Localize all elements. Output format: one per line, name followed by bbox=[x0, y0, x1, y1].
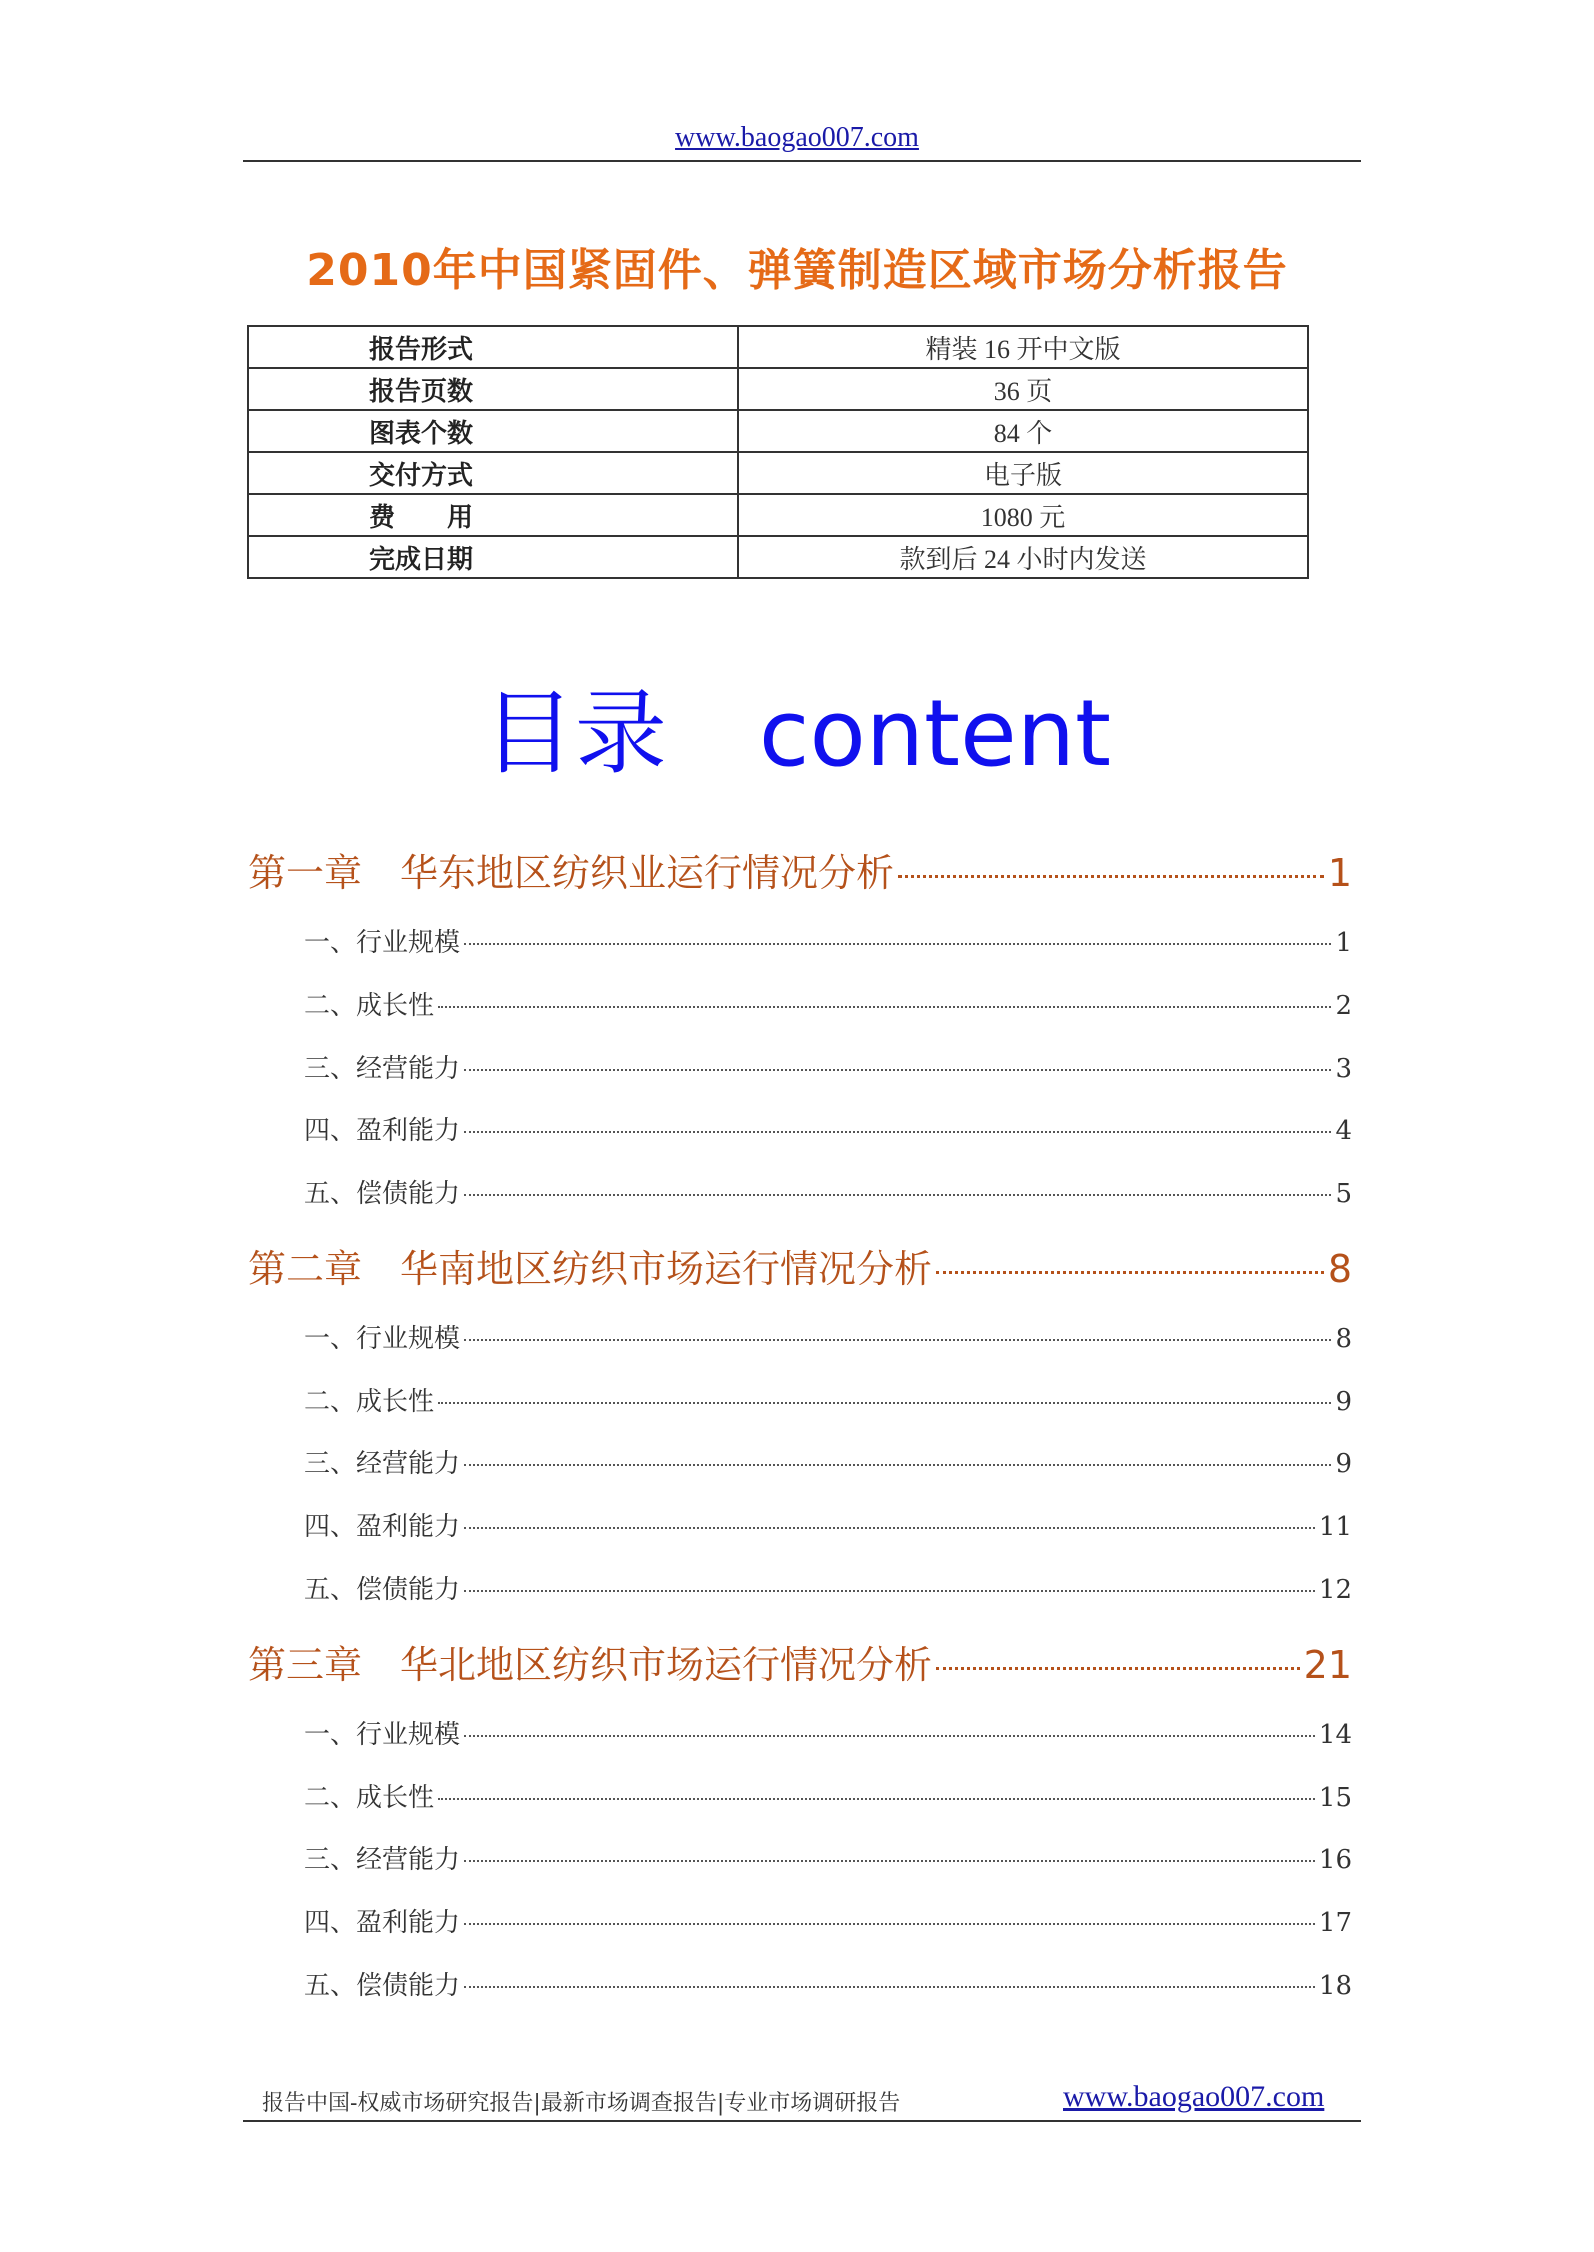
toc-section-label: 四、盈利能力 bbox=[304, 1908, 461, 1938]
info-key: 报告页数 bbox=[248, 368, 738, 410]
toc-chapter[interactable] bbox=[248, 1238, 1352, 1293]
toc-leader bbox=[464, 943, 1331, 945]
header-divider bbox=[243, 160, 1361, 162]
toc-section[interactable] bbox=[304, 985, 1352, 1022]
toc-leader bbox=[936, 1667, 1300, 1670]
info-row bbox=[248, 326, 1308, 368]
toc-section-label: 五、偿债能力 bbox=[304, 1179, 461, 1209]
toc-section-page: 14 bbox=[1318, 1720, 1352, 1750]
toc-leader bbox=[464, 1131, 1331, 1133]
toc-section-label: 二、成长性 bbox=[304, 1783, 435, 1813]
info-row bbox=[248, 536, 1308, 578]
toc-section-label: 四、盈利能力 bbox=[304, 1116, 461, 1146]
toc-section[interactable] bbox=[304, 1839, 1352, 1876]
report-info-table bbox=[247, 325, 1309, 579]
toc-section[interactable] bbox=[304, 1506, 1352, 1543]
info-row bbox=[248, 452, 1308, 494]
toc-section[interactable] bbox=[304, 1443, 1352, 1480]
toc-leader bbox=[464, 1069, 1331, 1071]
toc-chapter-page: 8 bbox=[1327, 1247, 1352, 1291]
toc-section[interactable] bbox=[304, 1318, 1352, 1355]
toc-section-page: 4 bbox=[1335, 1116, 1352, 1146]
toc-leader bbox=[438, 1798, 1315, 1800]
info-value: 款到后 24 小时内发送 bbox=[738, 536, 1308, 578]
toc-section-label: 二、成长性 bbox=[304, 1387, 435, 1417]
toc-chapter-label: 第二章 华南地区纺织市场运行情况分析 bbox=[248, 1247, 933, 1291]
toc-leader bbox=[464, 1527, 1315, 1529]
toc-leader bbox=[464, 1339, 1331, 1341]
toc-section[interactable] bbox=[304, 1965, 1352, 2002]
info-row bbox=[248, 368, 1308, 410]
toc-chapter[interactable] bbox=[248, 842, 1352, 897]
toc-leader bbox=[438, 1402, 1331, 1404]
toc-chapter-page: 21 bbox=[1303, 1643, 1352, 1687]
toc-section[interactable] bbox=[304, 1173, 1352, 1210]
info-value: 1080 元 bbox=[738, 494, 1308, 536]
toc-heading: 目录 content bbox=[482, 680, 1112, 787]
info-key: 交付方式 bbox=[248, 452, 738, 494]
toc-section-label: 一、行业规模 bbox=[304, 1324, 461, 1354]
toc-section-page: 17 bbox=[1318, 1908, 1352, 1938]
toc-section[interactable] bbox=[304, 1569, 1352, 1606]
toc-chapter-label: 第一章 华东地区纺织业运行情况分析 bbox=[248, 851, 895, 895]
toc-leader bbox=[438, 1006, 1331, 1008]
toc-section-page: 3 bbox=[1335, 1054, 1352, 1084]
toc-section[interactable] bbox=[304, 1777, 1352, 1814]
toc-leader bbox=[464, 1590, 1315, 1592]
toc-section-page: 15 bbox=[1318, 1783, 1352, 1813]
toc-section-label: 二、成长性 bbox=[304, 991, 435, 1021]
header-site-link[interactable]: www.baogao007.com bbox=[675, 122, 919, 153]
report-title: 2010年中国紧固件、弹簧制造区域市场分析报告 bbox=[306, 245, 1288, 296]
info-value: 电子版 bbox=[738, 452, 1308, 494]
toc-section[interactable] bbox=[304, 1714, 1352, 1751]
toc-section-page: 12 bbox=[1318, 1575, 1352, 1605]
toc-chapter[interactable] bbox=[248, 1634, 1352, 1689]
toc-section-page: 18 bbox=[1318, 1971, 1352, 2001]
info-key: 费 用 bbox=[248, 494, 738, 536]
info-row bbox=[248, 494, 1308, 536]
info-key: 完成日期 bbox=[248, 536, 738, 578]
toc-leader bbox=[464, 1923, 1315, 1925]
toc-leader bbox=[464, 1986, 1315, 1988]
toc-section[interactable] bbox=[304, 922, 1352, 959]
toc-leader bbox=[464, 1464, 1331, 1466]
toc-section-label: 一、行业规模 bbox=[304, 1720, 461, 1750]
toc-section-label: 五、偿债能力 bbox=[304, 1575, 461, 1605]
toc-section-label: 三、经营能力 bbox=[304, 1054, 461, 1084]
toc-section-label: 一、行业规模 bbox=[304, 928, 461, 958]
toc-leader bbox=[464, 1194, 1331, 1196]
toc-section-page: 9 bbox=[1335, 1387, 1352, 1417]
toc-section-page: 5 bbox=[1335, 1179, 1352, 1209]
info-key: 图表个数 bbox=[248, 410, 738, 452]
toc-section-label: 三、经营能力 bbox=[304, 1449, 461, 1479]
toc-section-page: 16 bbox=[1318, 1845, 1352, 1875]
toc-section[interactable] bbox=[304, 1381, 1352, 1418]
toc-leader bbox=[898, 875, 1324, 878]
toc-section-label: 五、偿债能力 bbox=[304, 1971, 461, 2001]
footer-site-link[interactable]: www.baogao007.com bbox=[1063, 2080, 1325, 2113]
info-value: 84 个 bbox=[738, 410, 1308, 452]
toc-leader bbox=[464, 1860, 1315, 1862]
toc-section[interactable] bbox=[304, 1902, 1352, 1939]
footer-divider bbox=[243, 2120, 1361, 2122]
toc-section-label: 三、经营能力 bbox=[304, 1845, 461, 1875]
info-value: 精装 16 开中文版 bbox=[738, 326, 1308, 368]
info-value: 36 页 bbox=[738, 368, 1308, 410]
footer-tagline: 报告中国-权威市场研究报告|最新市场调查报告|专业市场调研报告 bbox=[262, 2091, 901, 2116]
info-row bbox=[248, 410, 1308, 452]
toc-section-page: 1 bbox=[1335, 928, 1352, 958]
toc-section[interactable] bbox=[304, 1110, 1352, 1147]
toc-section[interactable] bbox=[304, 1048, 1352, 1085]
toc-leader bbox=[936, 1271, 1324, 1274]
toc-leader bbox=[464, 1735, 1315, 1737]
toc-section-page: 8 bbox=[1335, 1324, 1352, 1354]
info-key: 报告形式 bbox=[248, 326, 738, 368]
toc-section-page: 11 bbox=[1318, 1512, 1352, 1542]
toc-section-label: 四、盈利能力 bbox=[304, 1512, 461, 1542]
toc-chapter-label: 第三章 华北地区纺织市场运行情况分析 bbox=[248, 1643, 933, 1687]
toc-section-page: 9 bbox=[1335, 1449, 1352, 1479]
toc-chapter-page: 1 bbox=[1327, 851, 1352, 895]
toc-section-page: 2 bbox=[1335, 991, 1352, 1021]
